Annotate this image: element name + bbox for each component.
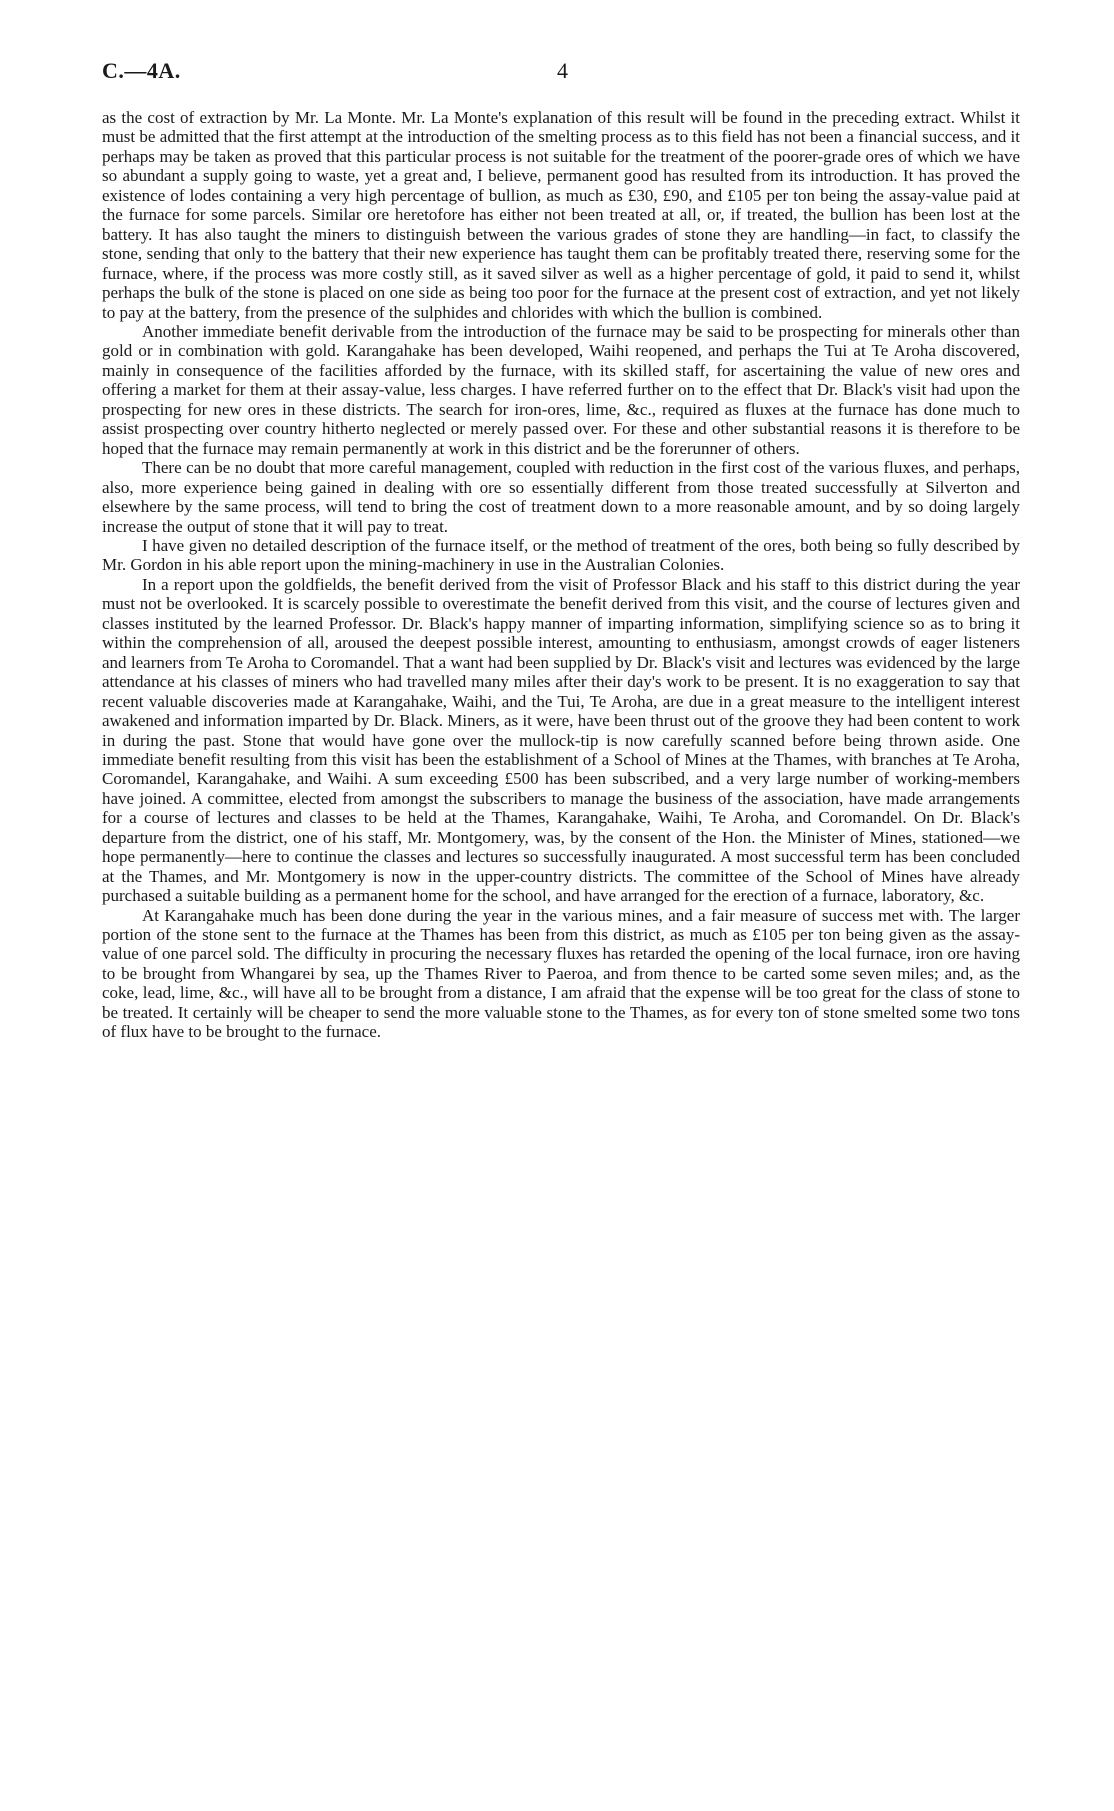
page-header	[102, 58, 1022, 88]
body-text	[102, 108, 1020, 1042]
paragraph: At Karangahake much has been done during the year in the various mines, and a fair measure of success met with. The larger portion of the stone sent to the furnace at the Thames has been from this district, as much as £105 per ton being given as the assay-value of one parcel sold. The difficulty in procuring the necessary fluxes has retarded the opening of the local furnace, iron ore having to be brought from Whangarei by sea, up the Thames River to Paeroa, and from thence to be carted some seven miles; and, as the coke, lead, lime, &c., will have all to be brought from a distance, I am afraid that the expense will be too great for the class of stone to be treated. It certainly will be cheaper to send the more valuable stone to the Thames, as for every ton of stone smelted some two tons of flux have to be brought to the furnace.	[102, 905, 1020, 1042]
page-number: 4	[557, 58, 568, 83]
paragraph: I have given no detailed description of the furnace itself, or the method of treatment of the ores, both being so fully described by Mr. Gordon in his able report upon the mining-machinery in use in the Australian Colonies.	[102, 535, 1020, 575]
paragraph: In a report upon the goldfields, the benefit derived from the visit of Professor Black and his staff to this district during the year must not be overlooked. It is scarcely possible to overestimate the benefit derived from this visit, and the course of lectures given and classes instituted by the learned Professor. Dr. Black's happy manner of imparting information, simplifying science so as to bring it within the comprehension of all, aroused the deepest possible interest, amounting to enthusiasm, amongst crowds of eager listeners and learners from Te Aroha to Coromandel. That a want had been supplied by Dr. Black's visit and lectures was evidenced by the large attendance at his classes of miners who had travelled many miles after their day's work to be present. It is no exaggeration to say that recent valuable discoveries made at Karangahake, Waihi, and the Tui, Te Aroha, are due in a great measure to the intelligent interest awakened and information imparted by Dr. Black. Miners, as it were, have been thrust out of the groove they had been content to work in during the past. Stone that would have gone over the mullock-tip is now carefully scanned before being thrown aside. One immediate benefit resulting from this visit has been the establishment of a School of Mines at the Thames, with branches at Te Aroha, Coromandel, Karangahake, and Waihi. A sum exceeding £500 has been subscribed, and a very large number of working-members have joined. A committee, elected from amongst the subscribers to manage the business of the association, have made arrangements for a course of lectures and classes to be held at the Thames, Karangahake, Waihi, Te Aroha, and Coromandel. On Dr. Black's departure from the district, one of his staff, Mr. Montgomery, was, by the consent of the Hon. the Minister of Mines, stationed—we hope permanently—here to continue the classes and lectures so successfully inaugurated. A most successful term has been concluded at the Thames, and Mr. Montgomery is now in the upper-country districts. The committee of the School of Mines have already purchased a suitable building as a permanent home for the school, and have arranged for the erection of a furnace, laboratory, &c.	[102, 574, 1020, 906]
paragraph: as the cost of extraction by Mr. La Monte. Mr. La Monte's explanation of this result will be found in the preceding extract. Whilst it must be admitted that the first attempt at the introduction of the smelting process as to this field has not been a financial success, and it perhaps may be taken as proved that this particular process is not suitable for the treatment of the poorer-grade ores of which we have so abundant a supply going to waste, yet a great and, I believe, permanent good has resulted from its introduction. It has proved the existence of lodes containing a very high percentage of bullion, as much as £30, £90, and £105 per ton being the assay-value paid at the furnace for some parcels. Similar ore heretofore has either not been treated at all, or, if treated, the bullion has been lost at the battery. It has also taught the miners to distinguish between the various grades of stone they are handling—in fact, to classify the stone, sending that only to the battery that their new experience has taught them can be profitably treated there, reserving some for the furnace, where, if the process was more costly still, as it saved silver as well as a higher percentage of gold, it paid to send it, whilst perhaps the bulk of the stone is placed on one side as being too poor for the furnace at the present cost of extraction, and yet not likely to pay at the battery, from the presence of the sulphides and chlorides with which the bullion is combined.	[102, 108, 1020, 322]
document-code: C.—4A.	[102, 58, 181, 83]
paragraph: Another immediate benefit derivable from the introduction of the furnace may be said to be prospecting for minerals other than gold or in combination with gold. Karangahake has been developed, Waihi reopened, and perhaps the Tui at Te Aroha discovered, mainly in consequence of the facilities afforded by the furnace, with its skilled staff, for ascertaining the value of new ores and offering a market for them at their assay-value, less charges. I have referred further on to the effect that Dr. Black's visit had upon the prospecting for new ores in these districts. The search for iron-ores, lime, &c., required as fluxes at the furnace has done much to assist prospecting over country hitherto neglected or merely passed over. For these and other substantial reasons it is therefore to be hoped that the furnace may remain permanently at work in this district and be the forerunner of others.	[102, 321, 1020, 458]
paragraph: There can be no doubt that more careful management, coupled with reduction in the first cost of the various fluxes, and perhaps, also, more experience being gained in dealing with ore so essentially different from those treated successfully at Silverton and elsewhere by the same process, will tend to bring the cost of treatment down to a more reasonable amount, and by so doing largely increase the output of stone that it will pay to treat.	[102, 458, 1020, 536]
